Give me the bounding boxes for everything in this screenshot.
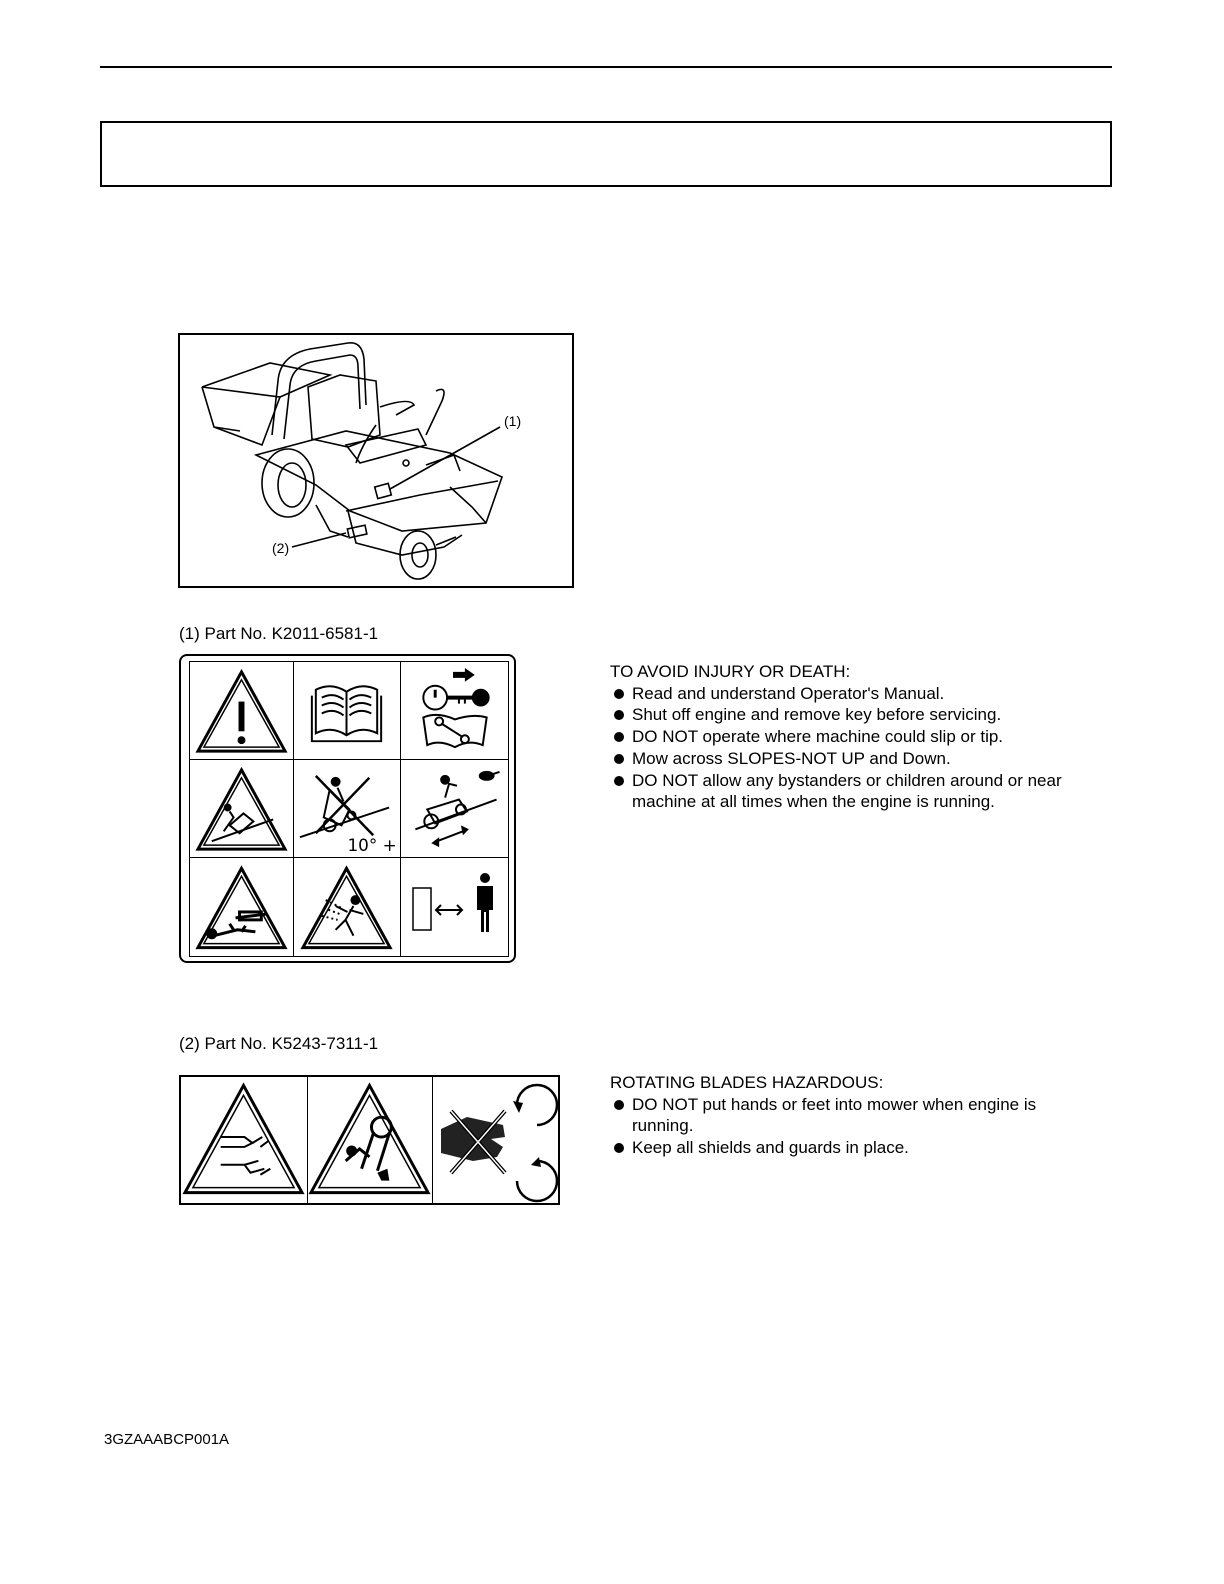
rollover-hazard-icon xyxy=(190,760,294,858)
mower-drawing xyxy=(180,335,572,586)
runover-hazard-icon xyxy=(190,858,294,956)
keep-distance-icon xyxy=(401,858,508,956)
decal-1-item: Mow across SLOPES-NOT UP and Down. xyxy=(610,748,1080,770)
mower-illustration xyxy=(178,333,574,588)
decal-1-item: DO NOT operate where machine could slip or tip. xyxy=(610,726,1080,748)
operators-manual-icon xyxy=(294,662,401,760)
slope-angle-label: 10° + xyxy=(347,835,397,856)
decal-1 xyxy=(179,654,516,963)
remove-key-icon xyxy=(401,662,508,760)
callout-1: (1) xyxy=(504,413,522,429)
belt-entanglement-icon xyxy=(308,1077,433,1203)
max-slope-icon xyxy=(294,760,401,858)
mow-across-slope-icon xyxy=(401,760,508,858)
decal-2-part-label: (2) Part No. K5243-7311-1 xyxy=(179,1034,379,1053)
decal-1-part-label: (1) Part No. K2011-6581-1 xyxy=(179,624,379,643)
decal-1-item: DO NOT allow any bystanders or children around or near machine at all times when the engine is running. xyxy=(610,770,1080,813)
callout-2: (2) xyxy=(272,540,290,556)
hand-foot-cut-hazard-icon xyxy=(181,1077,308,1203)
decal-1-item: Shut off engine and remove key before servicing. xyxy=(610,704,1080,726)
decal-1-notes xyxy=(610,661,1080,813)
decal-1-heading: TO AVOID INJURY OR DEATH: xyxy=(610,662,851,681)
decal-2 xyxy=(179,1075,560,1205)
header-rule xyxy=(100,66,1112,68)
figure-code: 3GZAAABCP001A xyxy=(104,1431,230,1448)
decal-2-heading: ROTATING BLADES HAZARDOUS: xyxy=(610,1073,884,1092)
section-title-box xyxy=(100,121,1112,187)
warning-triangle-icon xyxy=(190,662,294,760)
decal-2-item: DO NOT put hands or feet into mower when engine is running. xyxy=(610,1094,1060,1137)
thrown-object-icon xyxy=(294,858,401,956)
decal-2-item: Keep all shields and guards in place. xyxy=(610,1137,1060,1159)
decal-1-item: Read and understand Operator's Manual. xyxy=(610,683,1080,705)
keep-hands-away-icon xyxy=(433,1077,558,1203)
decal-2-notes xyxy=(610,1072,1060,1159)
